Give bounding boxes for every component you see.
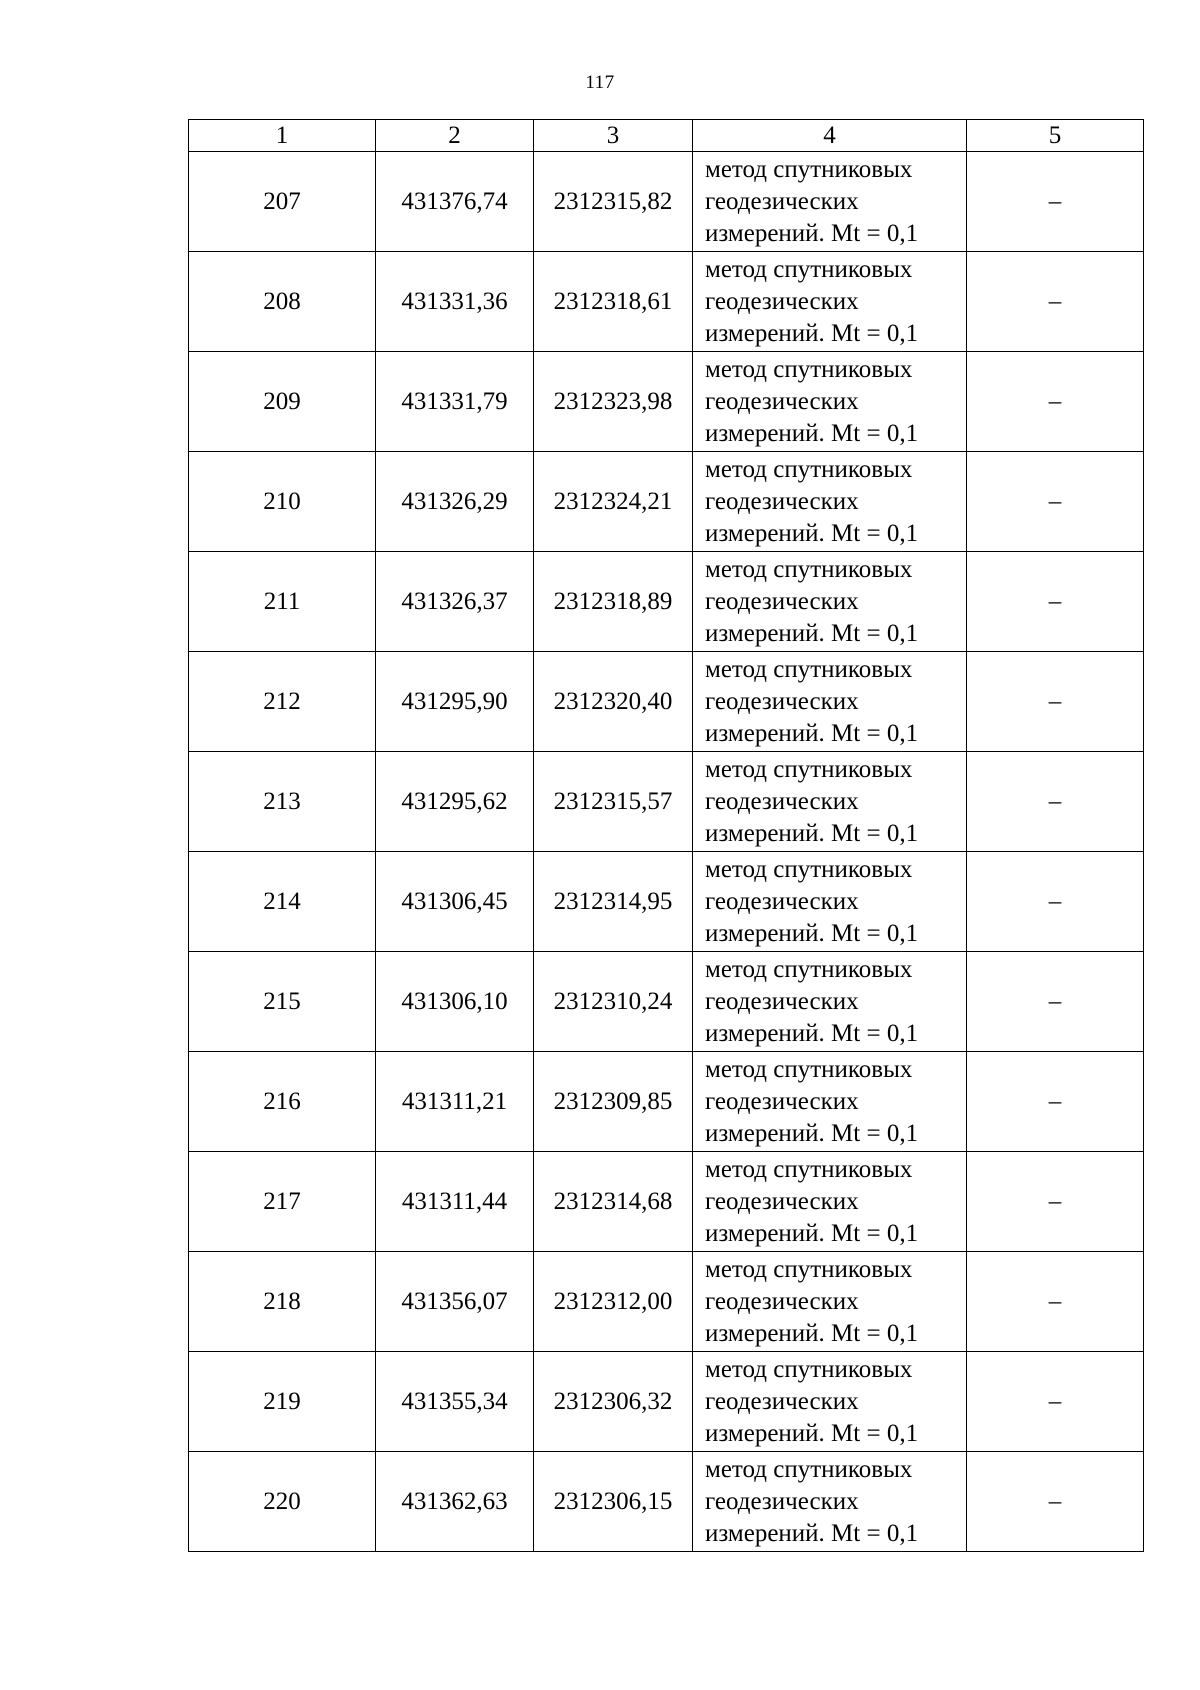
method-line: геодезических (705, 587, 859, 615)
method-cell (693, 952, 967, 1052)
method-line: измерений. Mt = 0,1 (705, 1519, 919, 1547)
header-col-3: 3 (534, 120, 693, 152)
note-cell: – (967, 1452, 1144, 1552)
method-line: измерений. Mt = 0,1 (705, 819, 919, 847)
point-number-cell: 212 (189, 652, 376, 752)
y-coordinate-cell: 2312318,89 (534, 552, 693, 652)
method-cell (693, 352, 967, 452)
method-line: метод спутниковых (705, 555, 913, 583)
method-line: метод спутниковых (705, 655, 913, 683)
method-line: измерений. Mt = 0,1 (705, 1319, 919, 1347)
note-cell: – (967, 152, 1144, 252)
method-line: метод спутниковых (705, 955, 913, 983)
method-cell (693, 1352, 967, 1452)
method-cell (693, 652, 967, 752)
x-coordinate-cell: 431306,45 (376, 852, 534, 952)
y-coordinate-cell: 2312306,15 (534, 1452, 693, 1552)
x-coordinate-cell: 431355,34 (376, 1352, 534, 1452)
x-coordinate-cell: 431362,63 (376, 1452, 534, 1552)
table-row (189, 752, 1144, 852)
y-coordinate-cell: 2312312,00 (534, 1252, 693, 1352)
table-row (189, 252, 1144, 352)
note-cell: – (967, 452, 1144, 552)
method-line: измерений. Mt = 0,1 (705, 519, 919, 547)
method-line: измерений. Mt = 0,1 (705, 619, 919, 647)
table-row (189, 1152, 1144, 1252)
method-cell (693, 1152, 967, 1252)
table-row (189, 852, 1144, 952)
table-row (189, 1252, 1144, 1352)
method-cell (693, 752, 967, 852)
note-cell: – (967, 852, 1144, 952)
method-line: метод спутниковых (705, 1055, 913, 1083)
method-line: геодезических (705, 787, 859, 815)
table-body (189, 152, 1144, 1552)
note-cell: – (967, 1352, 1144, 1452)
method-line: измерений. Mt = 0,1 (705, 219, 919, 247)
method-line: метод спутниковых (705, 455, 913, 483)
method-line: метод спутниковых (705, 855, 913, 883)
method-line: геодезических (705, 487, 859, 515)
note-cell: – (967, 752, 1144, 852)
method-cell (693, 1252, 967, 1352)
method-line: измерений. Mt = 0,1 (705, 419, 919, 447)
point-number-cell: 210 (189, 452, 376, 552)
x-coordinate-cell: 431295,62 (376, 752, 534, 852)
x-coordinate-cell: 431306,10 (376, 952, 534, 1052)
method-line: метод спутниковых (705, 255, 913, 283)
method-line: геодезических (705, 1187, 859, 1215)
point-number-cell: 219 (189, 1352, 376, 1452)
point-number-cell: 207 (189, 152, 376, 252)
method-line: метод спутниковых (705, 1255, 913, 1283)
method-line: метод спутниковых (705, 1355, 913, 1383)
note-cell: – (967, 952, 1144, 1052)
point-number-cell: 217 (189, 1152, 376, 1252)
page-number: 117 (585, 72, 615, 93)
method-line: метод спутниковых (705, 355, 913, 383)
method-cell (693, 252, 967, 352)
note-cell: – (967, 652, 1144, 752)
table-row (189, 952, 1144, 1052)
method-line: метод спутниковых (705, 755, 913, 783)
method-line: геодезических (705, 187, 859, 215)
method-line: измерений. Mt = 0,1 (705, 1419, 919, 1447)
note-cell: – (967, 1252, 1144, 1352)
method-line: геодезических (705, 387, 859, 415)
y-coordinate-cell: 2312306,32 (534, 1352, 693, 1452)
coordinates-table (188, 119, 1144, 1552)
method-line: геодезических (705, 1287, 859, 1315)
method-line: метод спутниковых (705, 1155, 913, 1183)
y-coordinate-cell: 2312323,98 (534, 352, 693, 452)
x-coordinate-cell: 431326,37 (376, 552, 534, 652)
point-number-cell: 214 (189, 852, 376, 952)
header-col-5: 5 (967, 120, 1144, 152)
method-line: измерений. Mt = 0,1 (705, 1019, 919, 1047)
table-row (189, 352, 1144, 452)
table-header (189, 120, 1144, 152)
method-line: геодезических (705, 1387, 859, 1415)
method-line: геодезических (705, 1487, 859, 1515)
table-row (189, 1452, 1144, 1552)
point-number-cell: 220 (189, 1452, 376, 1552)
method-line: измерений. Mt = 0,1 (705, 1119, 919, 1147)
y-coordinate-cell: 2312318,61 (534, 252, 693, 352)
x-coordinate-cell: 431356,07 (376, 1252, 534, 1352)
y-coordinate-cell: 2312320,40 (534, 652, 693, 752)
method-line: измерений. Mt = 0,1 (705, 719, 919, 747)
method-line: геодезических (705, 887, 859, 915)
method-cell (693, 552, 967, 652)
method-line: геодезических (705, 687, 859, 715)
method-cell (693, 1452, 967, 1552)
note-cell: – (967, 1152, 1144, 1252)
table-row (189, 452, 1144, 552)
point-number-cell: 211 (189, 552, 376, 652)
table-row (189, 1352, 1144, 1452)
header-col-4: 4 (693, 120, 967, 152)
y-coordinate-cell: 2312324,21 (534, 452, 693, 552)
note-cell: – (967, 1052, 1144, 1152)
y-coordinate-cell: 2312314,68 (534, 1152, 693, 1252)
method-line: геодезических (705, 987, 859, 1015)
point-number-cell: 216 (189, 1052, 376, 1152)
method-cell (693, 1052, 967, 1152)
method-line: метод спутниковых (705, 155, 913, 183)
table-row (189, 152, 1144, 252)
point-number-cell: 208 (189, 252, 376, 352)
note-cell: – (967, 552, 1144, 652)
note-cell: – (967, 252, 1144, 352)
note-cell: – (967, 352, 1144, 452)
x-coordinate-cell: 431295,90 (376, 652, 534, 752)
x-coordinate-cell: 431331,79 (376, 352, 534, 452)
point-number-cell: 213 (189, 752, 376, 852)
point-number-cell: 218 (189, 1252, 376, 1352)
table-row (189, 1052, 1144, 1152)
x-coordinate-cell: 431311,44 (376, 1152, 534, 1252)
method-cell (693, 452, 967, 552)
table-row (189, 552, 1144, 652)
y-coordinate-cell: 2312315,82 (534, 152, 693, 252)
x-coordinate-cell: 431331,36 (376, 252, 534, 352)
x-coordinate-cell: 431326,29 (376, 452, 534, 552)
y-coordinate-cell: 2312314,95 (534, 852, 693, 952)
method-line: измерений. Mt = 0,1 (705, 319, 919, 347)
method-line: геодезических (705, 1087, 859, 1115)
header-row (189, 120, 1144, 152)
table-row (189, 652, 1144, 752)
header-col-2: 2 (376, 120, 534, 152)
y-coordinate-cell: 2312310,24 (534, 952, 693, 1052)
y-coordinate-cell: 2312309,85 (534, 1052, 693, 1152)
method-line: измерений. Mt = 0,1 (705, 1219, 919, 1247)
method-cell (693, 852, 967, 952)
header-col-1: 1 (189, 120, 376, 152)
y-coordinate-cell: 2312315,57 (534, 752, 693, 852)
point-number-cell: 215 (189, 952, 376, 1052)
method-cell (693, 152, 967, 252)
method-line: геодезических (705, 287, 859, 315)
x-coordinate-cell: 431311,21 (376, 1052, 534, 1152)
x-coordinate-cell: 431376,74 (376, 152, 534, 252)
method-line: метод спутниковых (705, 1455, 913, 1483)
method-line: измерений. Mt = 0,1 (705, 919, 919, 947)
point-number-cell: 209 (189, 352, 376, 452)
